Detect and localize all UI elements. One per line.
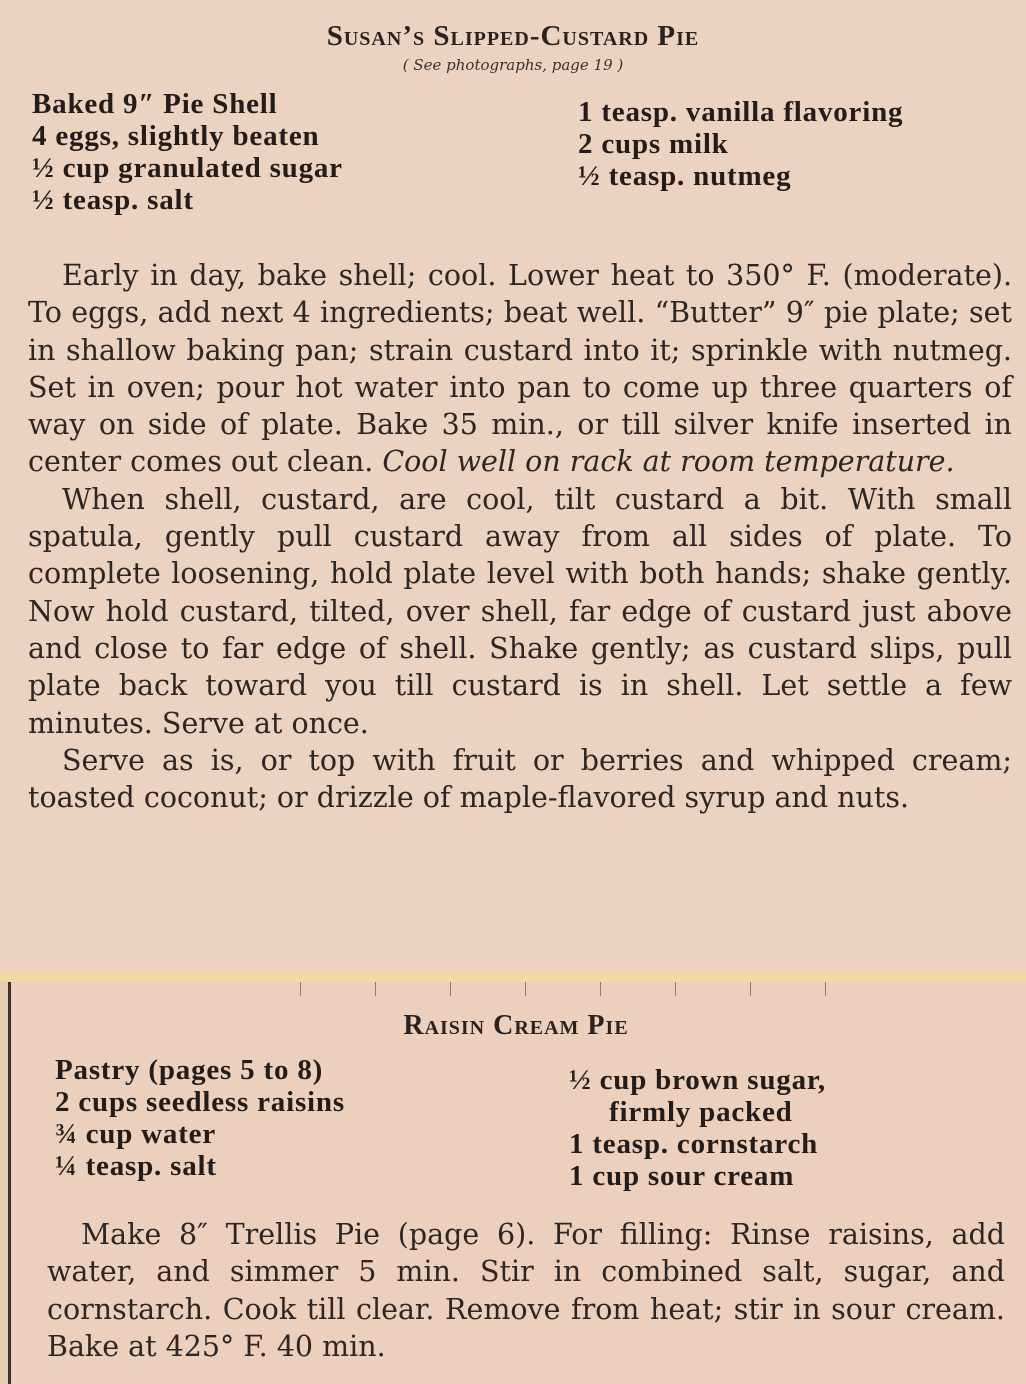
direction-paragraph: Make 8″ Trellis Pie (page 6). For filling: Rinse raisins, add water, and simmer 5 min. Stir in combined salt, sugar, and cornstarch. Cook till clear. Remove from heat; stir in sour cream. Bake at 425° F. 40 min.: [47, 1218, 1005, 1363]
ingredient: 4 eggs, slightly beaten: [32, 120, 320, 152]
ingredient: ¼ teasp. salt: [55, 1150, 217, 1182]
ingredients-left: [32, 88, 343, 216]
direction-emphasis: Cool well on rack at room temperature.: [382, 445, 955, 479]
ingredient: ½ cup granulated sugar: [32, 152, 343, 184]
ingredient: firmly packed: [609, 1096, 793, 1128]
ingredient: ½ cup brown sugar,: [569, 1064, 826, 1096]
ingredient: ½ teasp. nutmeg: [578, 160, 792, 192]
paper-gap: [0, 970, 1026, 982]
directions: [47, 1216, 1005, 1365]
ingredient: 2 cups milk: [578, 128, 729, 160]
ruler-ticks: [300, 982, 860, 996]
ingredient: Baked 9″ Pie Shell: [32, 88, 278, 120]
direction-text: Early in day, bake shell; cool. Lower heat to 350° F. (moderate). To eggs, add next 4 ingredients; beat well. “Butter” 9″ pie plate; set in shallow baking pan; strain custard into it; sprinkle with nutmeg. Set in oven; pour hot water into pan to come up three quarters of way on side of plate. Bake 35 min., or till silver knife inserted in center comes out clean.: [28, 259, 1012, 479]
ingredient: Pastry (pages 5 to 8): [55, 1054, 324, 1086]
direction-paragraph: Serve as is, or top with fruit or berries and whipped cream; toasted coconut; or drizzle of maple-flavored syrup and nuts.: [28, 743, 1012, 815]
ingredient: 1 cup sour cream: [569, 1160, 795, 1192]
ingredient: 1 teasp. cornstarch: [569, 1128, 819, 1160]
recipe-title: Susan’s Slipped-Custard Pie: [326, 20, 700, 52]
recipe-title: Raisin Cream Pie: [403, 1010, 629, 1041]
recipe-clipping-raisin-cream: [8, 982, 1026, 1384]
ingredient: ½ teasp. salt: [32, 184, 194, 216]
ingredient: 2 cups seedless raisins: [55, 1086, 345, 1118]
direction-paragraph: When shell, custard, are cool, tilt custard a bit. With small spatula, gently pull custard away from all sides of plate. To complete loosening, hold plate level with both hands; shake gently. Now hold custard, tilted, over shell, far edge of custard just above and close to far edge of shell. Shake gently; as custard slips, pull plate back toward you till custard is in shell. Let settle a few minutes. Serve at once.: [28, 482, 1012, 740]
ingredients-right: [578, 96, 903, 192]
directions: [28, 257, 1012, 816]
recipe-subtitle: ( See photographs, page 19 ): [402, 56, 624, 74]
ingredient: 1 teasp. vanilla flavoring: [578, 96, 904, 128]
ingredients-right: [569, 1064, 826, 1192]
ingredients-left: [55, 1054, 345, 1182]
ingredient: ¾ cup water: [55, 1118, 217, 1150]
